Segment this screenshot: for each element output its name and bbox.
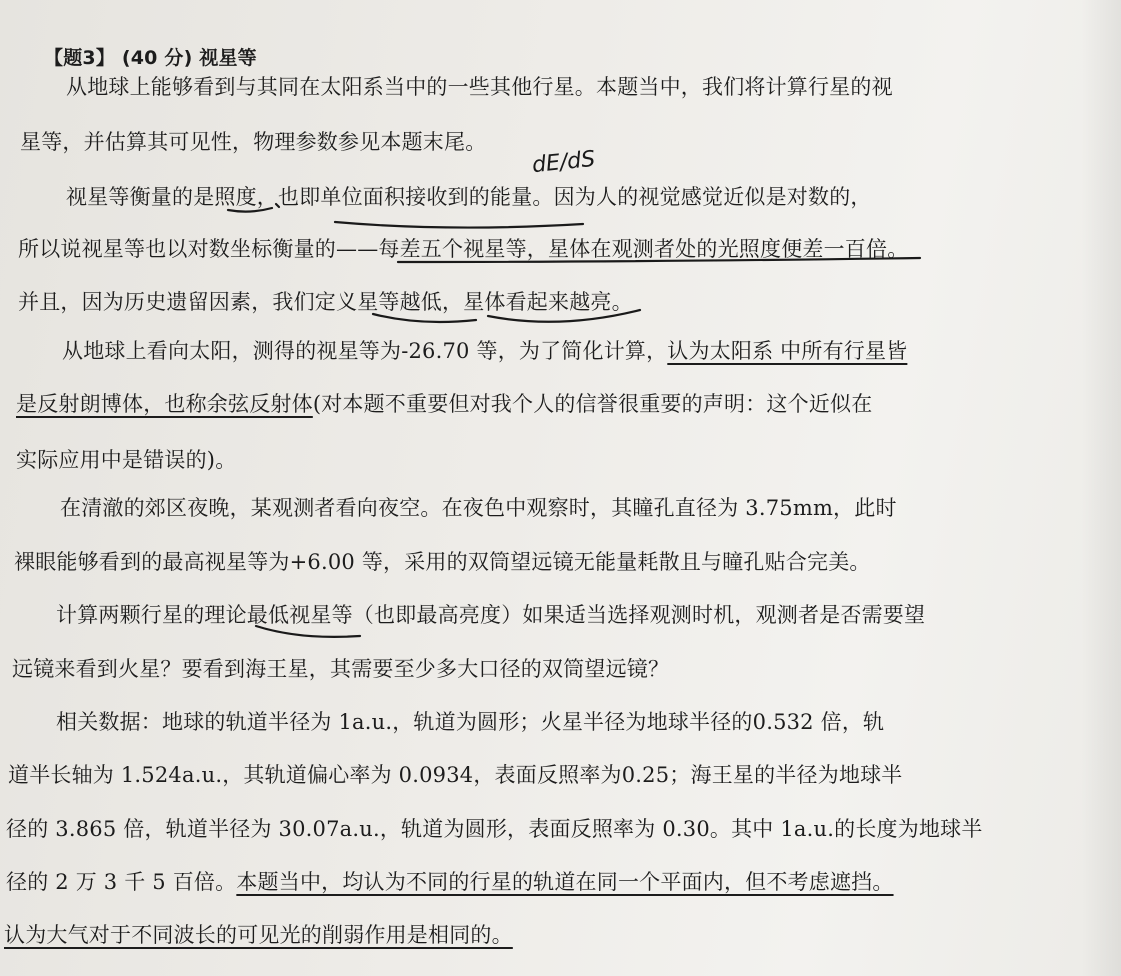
- paragraph-3-line-1-text: 从地球上看向太阳，测得的视星等为-26.70 等，为了简化计算，: [62, 339, 668, 363]
- paragraph-6-line-4-underlined: 本题当中，均认为不同的行星的轨道在同一个平面内，但不考虑遮挡。: [236, 870, 894, 894]
- paragraph-1-line-1: 从地球上能够看到与其同在太阳系当中的一些其他行星。本题当中，我们将计算行星的视: [66, 75, 893, 99]
- ink-underline-illuminance: [228, 208, 272, 212]
- page-edge-shadow: [1081, 0, 1121, 976]
- paragraph-6-line-1: 相关数据：地球的轨道半径为 1a.u.，轨道为圆形；火星半径为地球半径的0.532 倍，轨: [56, 710, 885, 734]
- paragraph-2-line-3: 并且，因为历史遗留因素，我们定义星等越低，星体看起来越亮。: [18, 290, 633, 314]
- paragraph-3-line-1-underlined: 认为太阳系 中所有行星皆: [667, 339, 908, 363]
- paragraph-4-line-2: 裸眼能够看到的最高视星等为+6.00 等，采用的双筒望远镜无能量耗散且与瞳孔贴合完美。: [14, 550, 871, 574]
- ink-underline-lowest-mag: [256, 626, 360, 637]
- paragraph-5-line-1: 计算两颗行星的理论最低视星等（也即最高亮度）如果适当选择观测时机，观测者是否需要望: [56, 603, 926, 627]
- paragraph-3-line-3: 实际应用中是错误的)。: [16, 448, 237, 472]
- paragraph-5-line-2: 远镜来看到火星？要看到海王星，其需要至少多大口径的双筒望远镜？: [12, 657, 670, 681]
- ink-underline-energy: [335, 222, 583, 228]
- paragraph-6-line-4-text: 径的 2 万 3 千 5 百倍。: [6, 870, 237, 894]
- paragraph-6-line-2: 道半长轴为 1.524a.u.，其轨道偏心率为 0.0934，表面反照率为0.25；海王星的半径为地球半: [8, 763, 903, 787]
- problem-title: 【题3】 (40 分) 视星等: [44, 47, 257, 69]
- ink-underline-magnitude-diff: [398, 258, 920, 262]
- paragraph-1-line-2: 星等，并估算其可见性，物理参数参见本题末尾。: [20, 130, 487, 154]
- paragraph-3-line-2-text: (对本题不重要但对我个人的信誉很重要的声明：这个近似在: [312, 392, 873, 416]
- handwritten-note: dE/dS: [530, 146, 597, 179]
- ink-underline-lower-mag: [373, 314, 476, 322]
- paragraph-6-line-3: 径的 3.865 倍，轨道半径为 30.07a.u.，轨道为圆形，表面反照率为 0.30。其中 1a.u.的长度为地球半: [6, 817, 983, 841]
- paragraph-3-line-2-underlined: 是反射朗博体，也称余弦反射体: [16, 392, 313, 416]
- paragraph-6-line-5-underlined: 认为大气对于不同波长的可见光的削弱作用是相同的。: [4, 923, 513, 947]
- paragraph-2-line-1: 视星等衡量的是照度，也即单位面积接收到的能量。因为人的视觉感觉近似是对数的，: [66, 185, 872, 209]
- paragraph-4-line-1: 在清澈的郊区夜晚，某观测者看向夜空。在夜色中观察时，其瞳孔直径为 3.75mm，此时: [60, 496, 897, 520]
- ink-underline-brighter: [488, 310, 640, 322]
- paragraph-2-line-2: 所以说视星等也以对数坐标衡量的——每差五个视星等，星体在观测者处的光照度便差一百倍。: [18, 237, 909, 261]
- ink-dot: [276, 204, 279, 207]
